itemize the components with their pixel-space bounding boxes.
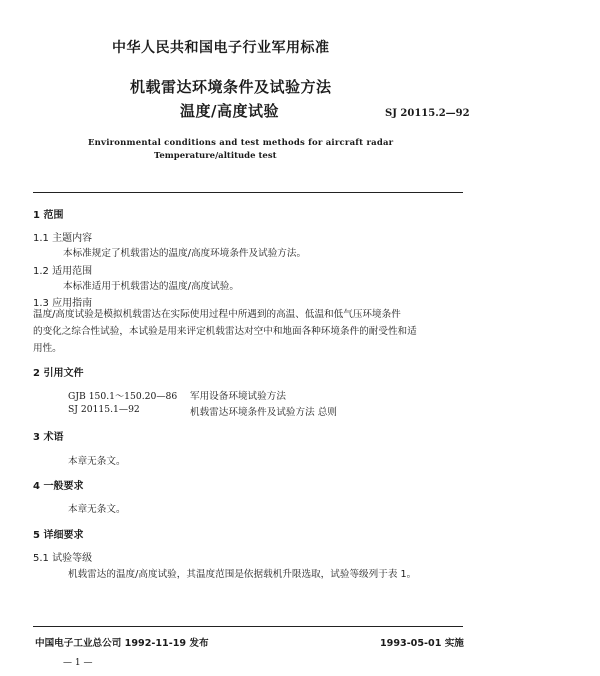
section-5-1-heading: 5.1 试验等级: [33, 553, 93, 564]
reference-title: 机载雷达环境条件及试验方法 总则: [190, 407, 337, 418]
reference-title: 军用设备环境试验方法: [190, 391, 286, 402]
section-1-3-paragraph: [33, 306, 463, 357]
section-1-2-text: 本标准适用于机载雷达的温度/高度试验。: [63, 281, 239, 292]
reference-code: GJB 150.1～150.20—86: [68, 391, 178, 402]
section-2-heading: 2 引用文件: [33, 368, 84, 379]
paragraph-line: 的变化之综合性试验，本试验是用来评定机载雷达对空中和地面各种环境条件的耐受性和适: [33, 326, 417, 337]
standard-number: SJ 20115.2—92: [385, 108, 470, 119]
effective-date: 1993-05-01 实施: [380, 638, 464, 649]
section-5-1-text: 机载雷达的温度/高度试验，其温度范围是依据载机升限选取，试验等级列于表 1。: [68, 569, 417, 580]
english-subtitle: Temperature/altitude test: [154, 151, 277, 161]
issue-date: 中国电子工业总公司 1992-11-19 发布: [35, 638, 209, 649]
title-divider: [33, 192, 463, 193]
english-title: Environmental conditions and test methods for aircraft radar: [88, 138, 394, 148]
section-5-heading: 5 详细要求: [33, 530, 84, 541]
footer-divider: [33, 626, 463, 627]
section-1-1-heading: 1.1 主题内容: [33, 233, 93, 244]
section-4-heading: 4 一般要求: [33, 481, 84, 492]
section-3-text: 本章无条文。: [68, 456, 126, 467]
industry-standard-header: 中华人民共和国电子行业军用标准: [112, 40, 330, 56]
document-title: 机载雷达环境条件及试验方法: [130, 78, 332, 96]
document-subtitle: 温度/高度试验: [180, 102, 279, 120]
paragraph-line: 用性。: [33, 343, 62, 354]
section-3-heading: 3 术语: [33, 432, 64, 443]
paragraph-line: 温度/高度试验是模拟机载雷达在实际使用过程中所遇到的高温、低温和低气压环境条件: [33, 309, 401, 320]
page-number: — 1 —: [63, 658, 93, 668]
reference-code: SJ 20115.1—92: [68, 404, 140, 415]
section-1-2-heading: 1.2 适用范围: [33, 266, 93, 277]
section-4-text: 本章无条文。: [68, 504, 126, 515]
section-1-1-text: 本标准规定了机载雷达的温度/高度环境条件及试验方法。: [63, 248, 307, 259]
section-1-heading: 1 范围: [33, 210, 64, 221]
section-1-3-heading: 1.3 应用指南: [33, 298, 93, 309]
